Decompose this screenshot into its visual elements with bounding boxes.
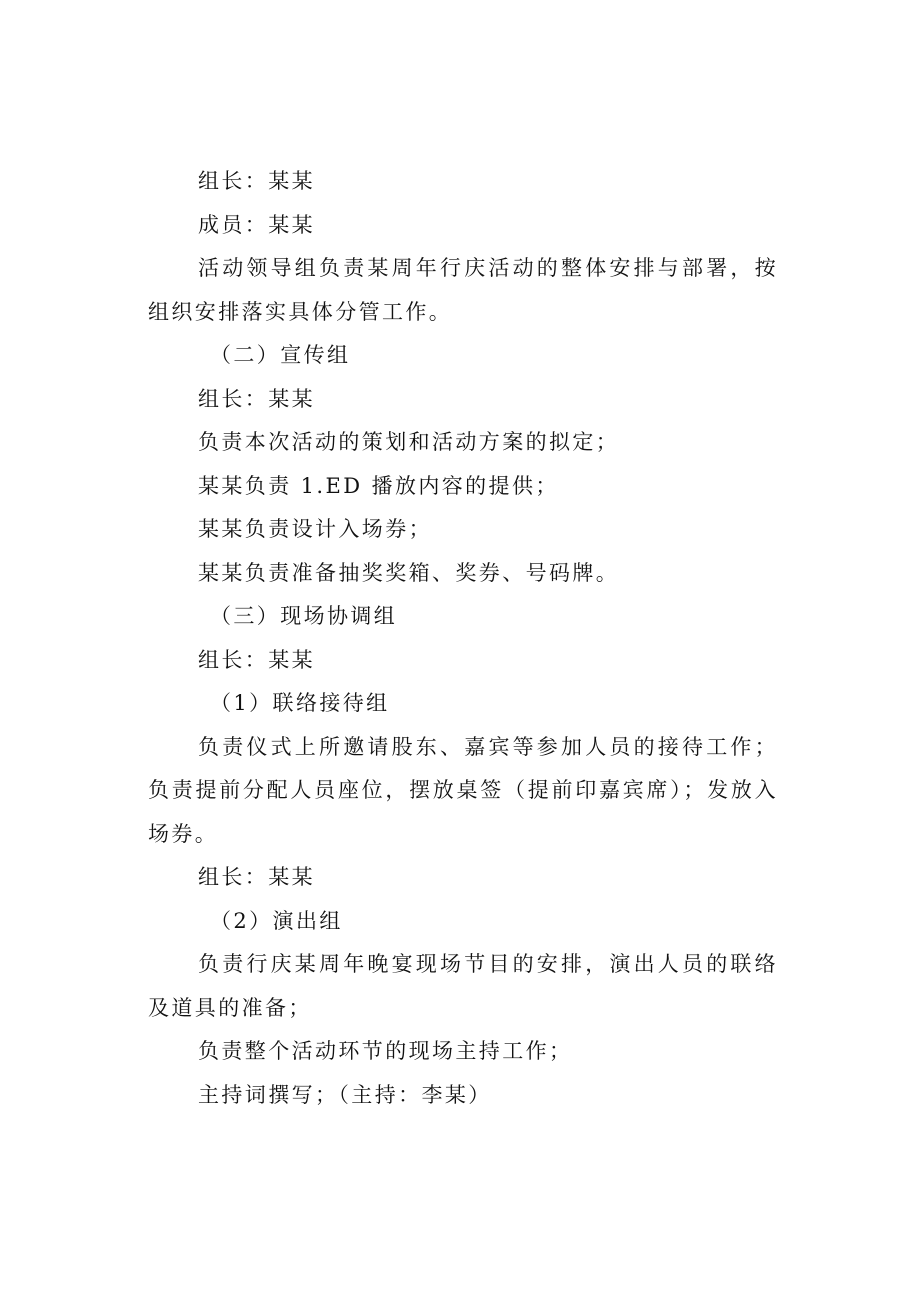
paragraph-coordination-leader: 组长：某某: [198, 647, 315, 672]
document-body: [148, 160, 778, 1117]
paragraph-hosting-duty: 负责整个活动环节的现场主持工作；: [198, 1039, 573, 1063]
subsection-heading-performance: （2）演出组: [210, 908, 343, 933]
subsection-heading-reception: （1）联络接待组: [210, 691, 390, 715]
paragraph-led-content: 某某负责 1.ED 播放内容的提供；: [198, 473, 559, 498]
paragraph-leadership-duty: 活动领导组负责某周年行庆活动的整体安排与部署，按组织安排落实具体分管工作。: [148, 256, 778, 324]
paragraph-ticket-design: 某某负责设计入场券；: [198, 517, 432, 541]
paragraph-performance-duty: 负责行庆某周年晚宴现场节目的安排，演出人员的联络及道具的准备；: [148, 952, 778, 1020]
paragraph-members: 成员：某某: [198, 212, 315, 237]
paragraph-reception-duty: 负责仪式上所邀请股东、嘉宾等参加人员的接待工作；负责提前分配人员座位，摆放桌签（提前印嘉宾席）；发放入场券。: [148, 734, 778, 846]
paragraph-host-script: 主持词撰写；（主持：李某）: [198, 1082, 492, 1107]
section-heading-publicity: （二）宣传组: [210, 343, 351, 367]
section-heading-coordination: （三）现场协调组: [210, 604, 398, 628]
paragraph-leader: 组长：某某: [198, 169, 315, 193]
paragraph-reception-leader: 组长：某某: [198, 865, 315, 889]
paragraph-lottery: 某某负责准备抽奖奖箱、奖券、号码牌。: [198, 560, 620, 585]
paragraph-publicity-leader: 组长：某某: [198, 386, 315, 411]
paragraph-planning: 负责本次活动的策划和活动方案的拟定；: [198, 430, 620, 454]
